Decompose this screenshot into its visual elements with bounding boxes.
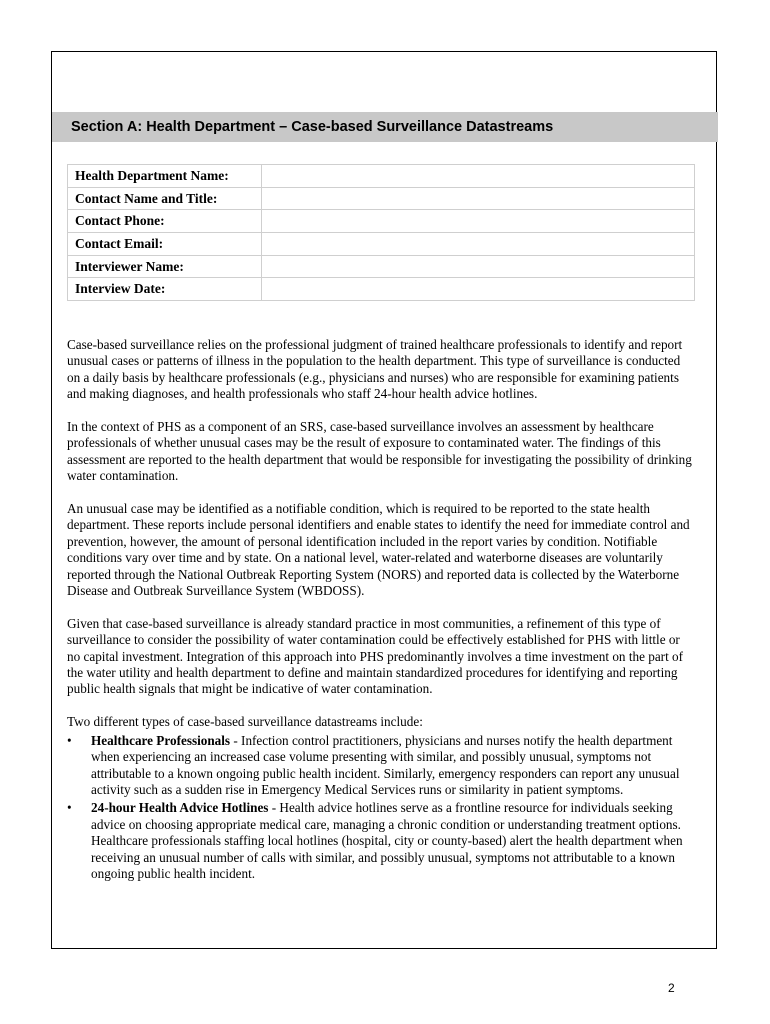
health-department-name-field[interactable] (262, 165, 695, 188)
paragraph: An unusual case may be identified as a notifiable condition, which is required to be reported to the state health department. These reports include personal identifiers and enable states to identify the need for immediate control and prevention, however, the amount of personal identification included in the report varies by condition. Notifiable conditions vary over time and by state. On a national level, water-related and waterborne diseases are voluntarily reported through the National Outbreak Reporting System (NORS) and reported data is collected by the Waterborne Disease and Outbreak Surveillance System (WBDOSS). (67, 501, 690, 599)
paragraph: Case-based surveillance relies on the professional judgment of trained healthcare professionals to identify and report unusual cases or patterns of illness in the population to the health department. This type of surveillance is conducted on a daily basis by healthcare professionals (e.g., physicians and nurses) who are responsible for examining patients and making diagnoses, and health professionals who staff 24-hour health advice hotlines. (67, 337, 683, 402)
table-row (68, 165, 695, 188)
field-label: Contact Name and Title: (68, 187, 262, 210)
table-row (68, 187, 695, 210)
list-item (67, 733, 693, 799)
table-row (68, 210, 695, 233)
table-row (68, 233, 695, 256)
paragraph: Given that case-based surveillance is already standard practice in most communities, a refinement of this type of surveillance to consider the possibility of water contamination could be effectively established for PHS with little or no capital investment. Integration of this approach into PHS predominantly involves a time investment on the part of the water utility and health department to define and maintain standardized procedures for identifying and reporting public health signals that might be indicative of water contamination. (67, 615, 684, 697)
contact-name-title-field[interactable] (262, 187, 695, 210)
field-label: Contact Phone: (68, 210, 262, 233)
bullet-icon: • (67, 800, 72, 816)
contact-email-field[interactable] (262, 233, 695, 256)
field-label: Interview Date: (68, 278, 262, 301)
bullet-text: - Infection control practitioners, physicians and nurses notify the health department when experiencing an increased case volume presenting with similar, and possibly unusual, symptoms not attributable to a known ongoing public health incident. Similarly, emergency responders can report any unusual activity such as a sudden rise in Emergency Medical Services runs or similarity in patient symptoms. (91, 732, 680, 797)
field-label: Contact Email: (68, 233, 262, 256)
body-text (67, 337, 693, 882)
field-label: Interviewer Name: (68, 255, 262, 278)
table-row (68, 255, 695, 278)
list-item (67, 800, 693, 882)
datastream-list (67, 733, 693, 883)
bullet-term: Healthcare Professionals (91, 732, 231, 748)
table-row (68, 278, 695, 301)
interviewer-name-field[interactable] (262, 255, 695, 278)
section-header: Section A: Health Department – Case-based Surveillance Datastreams (52, 112, 718, 142)
bullet-term: 24-hour Health Advice Hotlines (91, 800, 269, 816)
paragraph: Two different types of case-based surveillance datastreams include: (67, 714, 423, 730)
interview-date-field[interactable] (262, 278, 695, 301)
bullet-icon: • (67, 732, 72, 748)
bullet-text: - Health advice hotlines serve as a frontline resource for individuals seeking advice on choosing appropriate medical care, managing a chronic condition or understanding treatment options. Healthcare professionals staffing local hotlines (hospital, city or county-based) alert the health department when receiving an unusual number of calls with similar, and possibly unusual, symptoms not attributable to a known ongoing public health incident. (91, 800, 683, 881)
field-label: Health Department Name: (68, 165, 262, 188)
contact-phone-field[interactable] (262, 210, 695, 233)
paragraph: In the context of PHS as a component of an SRS, case-based surveillance involves an assessment by healthcare professionals of whether unusual cases may be the result of exposure to contaminated water. The findings of this assessment are reported to the health department that would be responsible for investigating the possibility of drinking water contamination. (67, 419, 692, 484)
page-number: 2 (668, 981, 675, 995)
contact-info-table (67, 164, 695, 301)
